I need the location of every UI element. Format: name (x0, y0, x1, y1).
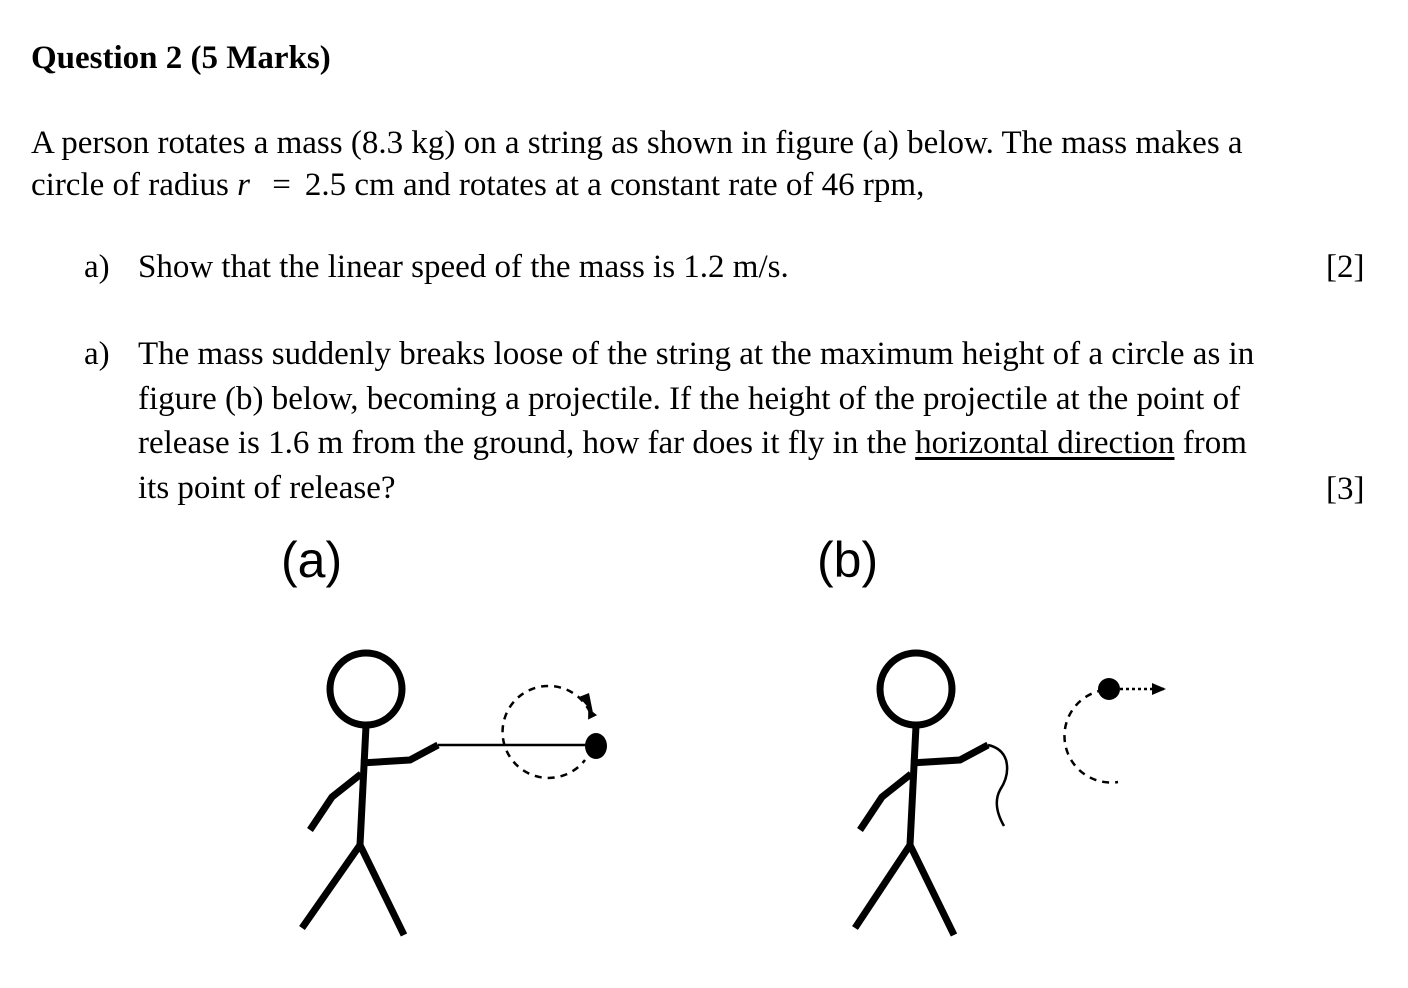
figure-b-left-arm (860, 774, 911, 830)
figure-b-torso (910, 726, 916, 845)
figure-a-legs (302, 845, 404, 935)
radius-variable: r (237, 167, 250, 203)
figure-b-partial-path (1064, 690, 1118, 783)
part-2-line-1: The mass suddenly breaks loose of the string at the maximum height of a circle as in (138, 336, 1255, 372)
underlined-phrase: horizontal direction (915, 425, 1175, 461)
intro-line-1: A person rotates a mass (8.3 kg) on a string as shown in figure (a) below. The mass makes a (31, 125, 1243, 161)
part-1-text: Show that the linear speed of the mass is 1.2 m/s. (138, 249, 789, 285)
figure-a-circular-path (503, 686, 590, 778)
part-2-line-4: its point of release? (138, 469, 396, 506)
figure-b-right-arm (911, 745, 988, 763)
figure-b-person (855, 653, 988, 935)
figure-b-legs (855, 845, 954, 935)
part-2-line-2: figure (b) below, becoming a projectile. If the height of the projectile at the point of (138, 380, 1241, 417)
figure-b-head (880, 653, 952, 725)
part-2-marks: [3] (1326, 471, 1365, 507)
figure-a-person (302, 653, 438, 935)
part-1-label: a) (84, 249, 110, 285)
part-2-line-3-pre: release is 1.6 m from the ground, how far does it fly in the (138, 425, 907, 461)
figure-a-torso (360, 726, 366, 845)
intro-line-2-pre: circle of radius (31, 167, 229, 203)
figure-b-label: (b) (817, 532, 879, 588)
figure-b-broken-string (988, 745, 1007, 826)
part-2-label: a) (84, 336, 110, 372)
intro-line-2-post: 2.5 cm and rotates at a constant rate of 46 rpm, (304, 167, 925, 203)
figure-a-head (330, 653, 402, 725)
figure-a-left-arm (310, 774, 361, 830)
figure-b-mass (1098, 678, 1120, 700)
part-1-marks: [2] (1326, 249, 1365, 285)
equals-sign: = (272, 167, 291, 203)
figure-a-label: (a) (281, 532, 343, 588)
part-2-line-3-post: from (1182, 425, 1247, 461)
figure-a-rotation-arrow-icon (579, 693, 593, 713)
figure-a-right-arm (361, 745, 438, 763)
figure-a-mass (585, 733, 607, 759)
question-title: Question 2 (5 Marks) (31, 40, 331, 76)
